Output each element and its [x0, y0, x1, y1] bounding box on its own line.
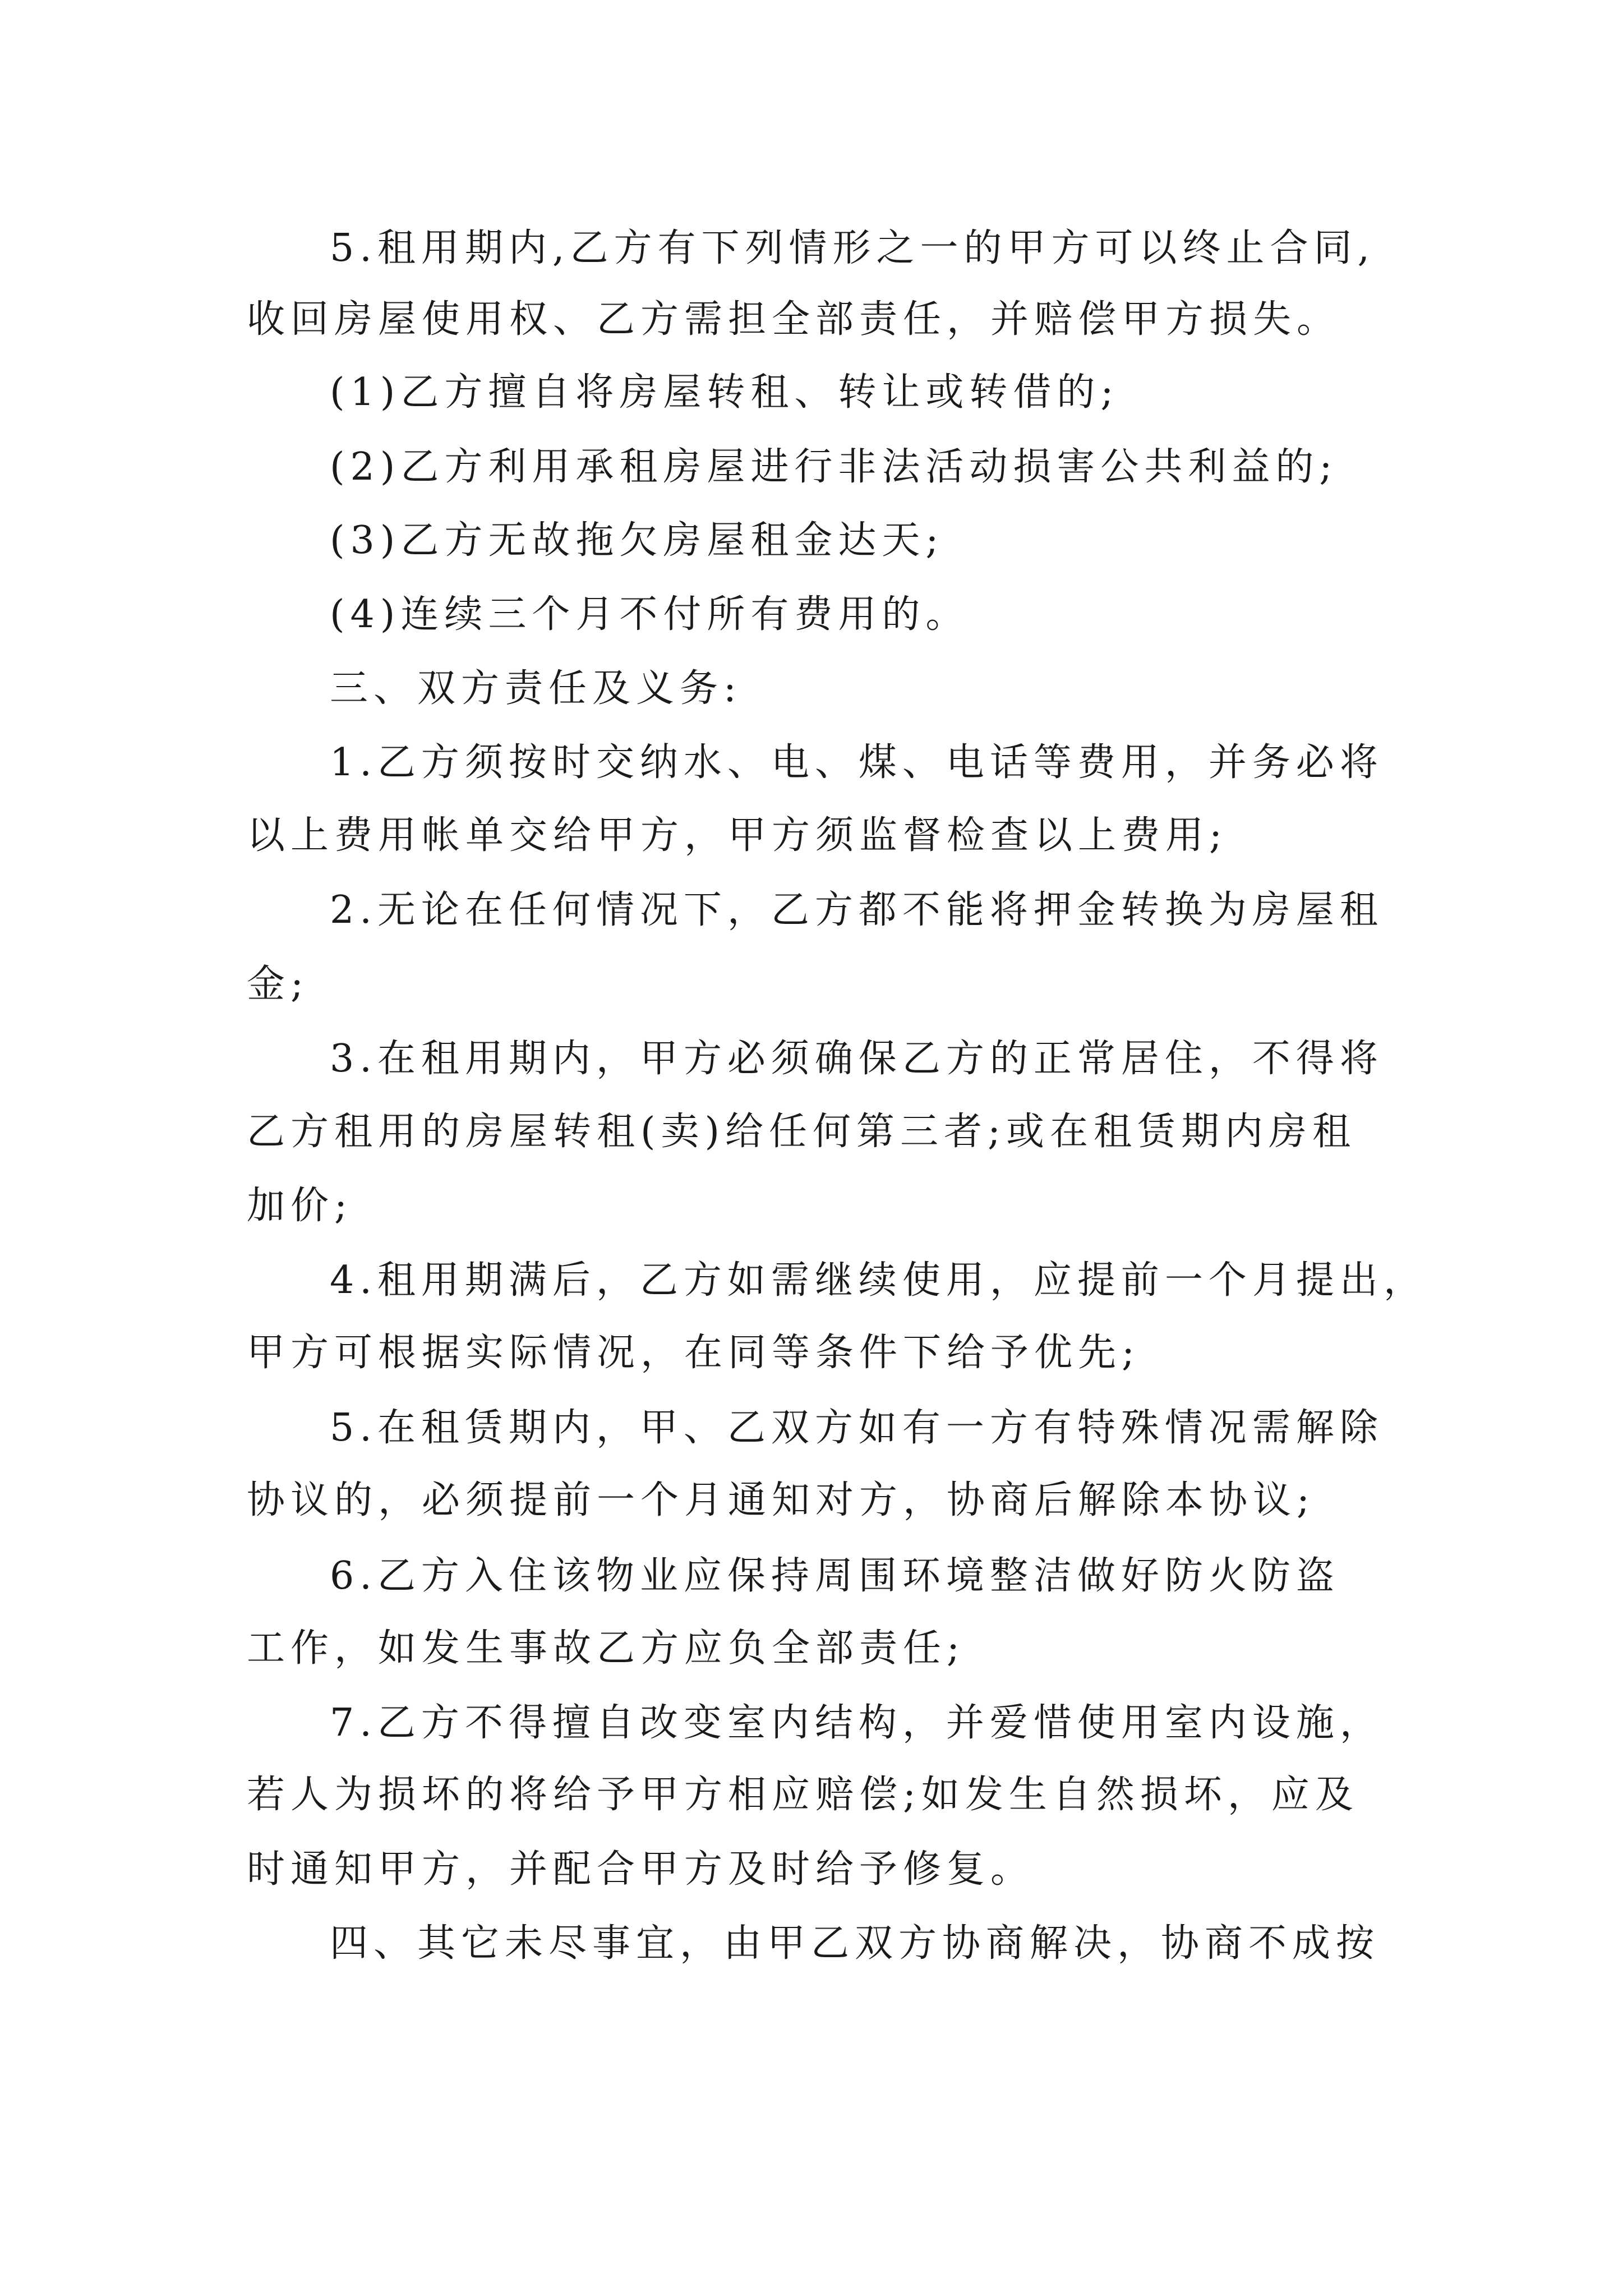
text-line: 1.乙方须按时交纳水、电、煤、电话等费用，并务必将 [330, 740, 1384, 785]
text-line: 若人为损坏的将给予甲方相应赔偿;如发生自然损坏，应及 [247, 1773, 1359, 1817]
text-line: (4)连续三个月不付所有费用的。 [330, 592, 970, 637]
text-line: 5.租用期内,乙方有下列情形之一的甲方可以终止合同, [330, 226, 1376, 270]
text-line: 工作，如发生事故乙方应负全部责任; [247, 1626, 965, 1671]
text-line: 7.乙方不得擅自改变室内结构，并爱惜使用室内设施， [330, 1701, 1384, 1745]
section-heading: 四、其它未尽事宜，由甲乙双方协商解决，协商不成按 [330, 1921, 1380, 1966]
text-line: 5.在租赁期内，甲、乙双方如有一方有特殊情况需解除 [330, 1406, 1384, 1450]
text-line: 甲方可根据实际情况，在同等条件下给予优先; [247, 1331, 1140, 1375]
text-line: 4.租用期满后，乙方如需继续使用，应提前一个月提出， [330, 1258, 1427, 1303]
text-line: 收回房屋使用权、乙方需担全部责任，并赔偿甲方损失。 [247, 297, 1341, 342]
text-line: 以上费用帐单交给甲方，甲方须监督检查以上费用; [247, 813, 1228, 858]
text-line: 6.乙方入住该物业应保持周围环境整洁做好防火防盗 [330, 1554, 1340, 1598]
text-line: 乙方租用的房屋转租(卖)给任何第三者;或在租赁期内房租 [247, 1110, 1356, 1154]
text-line: 金; [247, 962, 309, 1006]
text-line: 3.在租用期内，甲方必须确保乙方的正常居住，不得将 [330, 1037, 1384, 1081]
text-line: 2.无论在任何情况下，乙方都不能将押金转换为房屋租 [330, 888, 1384, 932]
text-line: (1)乙方擅自将房屋转租、转让或转借的; [330, 370, 1119, 415]
text-line: 时通知甲方，并配合甲方及时给予修复。 [247, 1847, 1035, 1892]
text-line: 加价; [247, 1184, 353, 1228]
text-line: 协议的，必须提前一个月通知对方，协商后解除本协议; [247, 1478, 1315, 1522]
text-line: (3)乙方无故拖欠房屋租金达天; [330, 518, 944, 563]
section-heading: 三、双方责任及义务: [330, 666, 742, 711]
text-line: (2)乙方利用承租房屋进行非法活动损害公共利益的; [330, 445, 1338, 489]
